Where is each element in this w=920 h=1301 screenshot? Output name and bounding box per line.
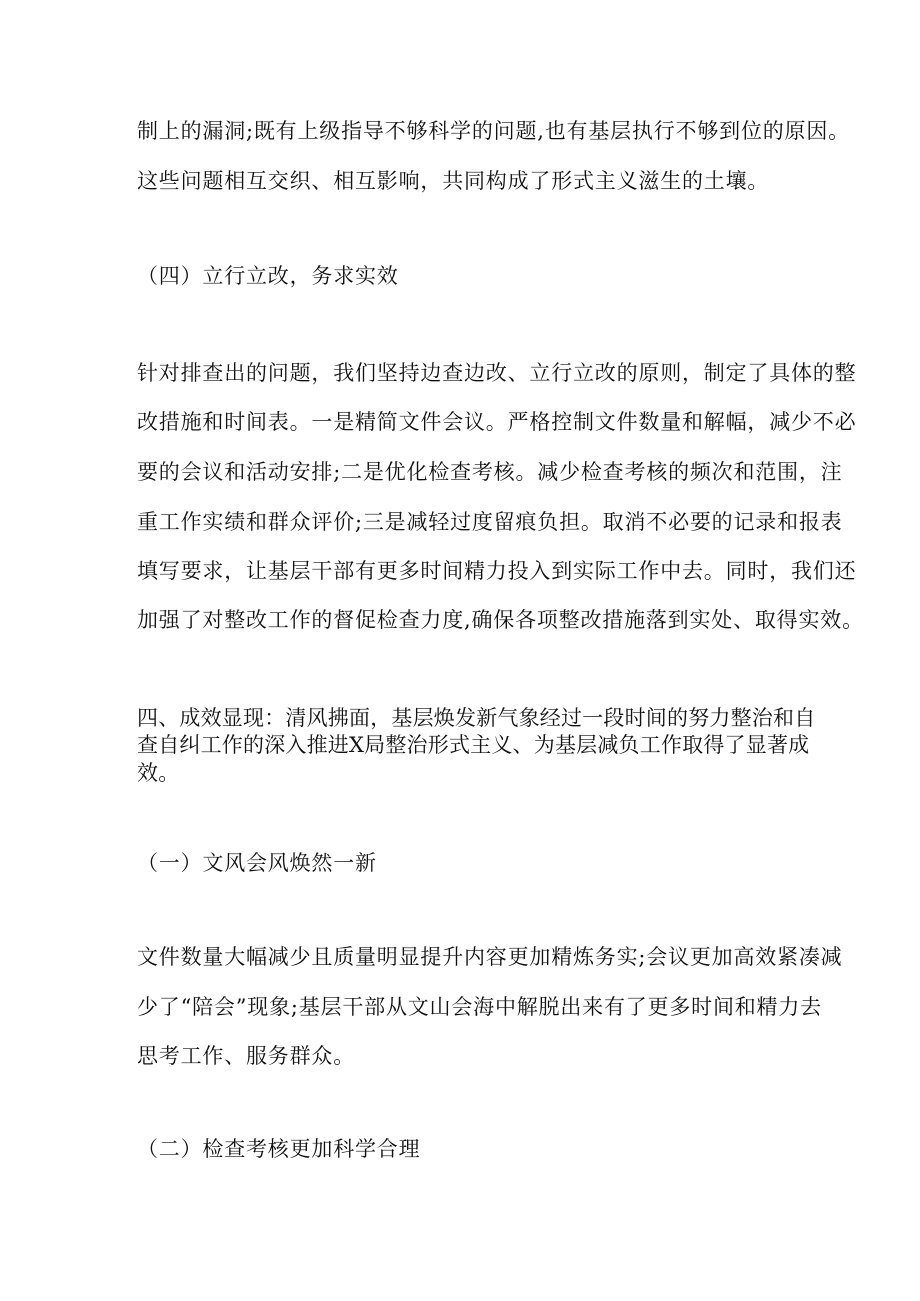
- section-heading: （四）立行立改，务求实效: [137, 264, 399, 288]
- paragraph-line: 文件数量大幅减少且质量明显提升内容更加精炼务实;会议更加高效紧凑减: [137, 945, 843, 969]
- section-title-line: 四、成效显现：清风拂面，基层焕发新气象经过一段时间的努力整治和自: [137, 706, 816, 730]
- paragraph-line: 思考工作、服务群众。: [137, 1044, 355, 1068]
- paragraph-line: 要的会议和活动安排;二是优化检查考核。减少检查考核的频次和范围，注: [137, 460, 843, 484]
- paragraph-line: 少了“陪会”现象;基层干部从文山会海中解脱出来有了更多时间和精力去: [137, 995, 822, 1019]
- section-heading: （一）文风会风焕然一新: [137, 851, 377, 875]
- paragraph-line: 针对排查出的问题，我们坚持边查边改、立行立改的原则，制定了具体的整: [137, 361, 857, 385]
- paragraph-line: 重工作实绩和群众评价;三是减轻过度留痕负担。取消不必要的记录和报表: [137, 510, 843, 534]
- paragraph-line: 填写要求，让基层干部有更多时间精力投入到实际工作中去。同时，我们还: [137, 559, 857, 583]
- section-heading: （二）检查考核更加科学合理: [137, 1137, 421, 1161]
- paragraph-line: 制上的漏洞;既有上级指导不够科学的问题,也有基层执行不够到位的原因。: [137, 119, 850, 143]
- section-title-line: 查自纠工作的深入推进X局整治形式主义、为基层减负工作取得了显著成: [137, 733, 810, 757]
- section-title-line: 效。: [137, 761, 180, 785]
- paragraph-line: 加强了对整改工作的督促检查力度,确保各项整改措施落到实处、取得实效。: [137, 608, 864, 632]
- paragraph-line: 这些问题相互交织、相互影响，共同构成了形式主义滋生的土壤。: [137, 169, 770, 193]
- paragraph-line: 改措施和时间表。一是精简文件会议。严格控制文件数量和解幅，减少不必: [137, 410, 857, 434]
